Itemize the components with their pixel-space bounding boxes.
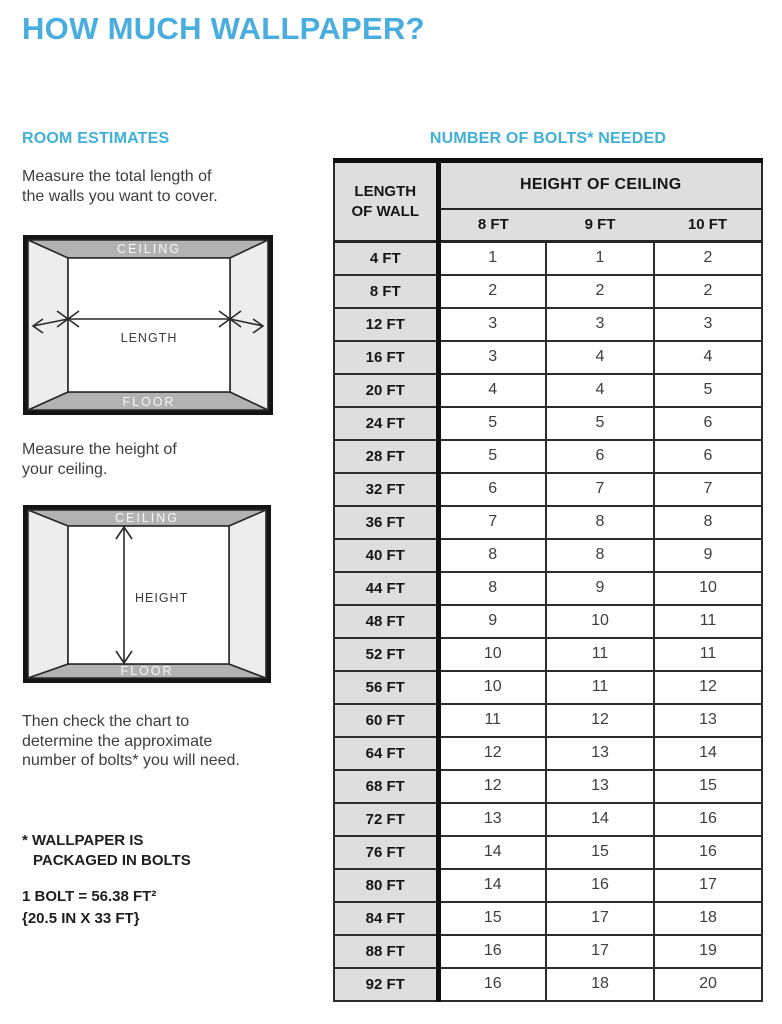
wall-length-header-line1: LENGTH [354, 183, 417, 200]
bolt-count-cell: 10 [438, 638, 546, 671]
bolts-table-head [334, 161, 762, 242]
bolt-count-cell: 2 [438, 275, 546, 308]
step3-line3: number of bolts* you will need. [22, 752, 240, 769]
wall-length-cell: 28 FT [334, 440, 438, 473]
bolts-table [333, 158, 763, 1002]
wall-length-cell: 16 FT [334, 341, 438, 374]
table-row [334, 341, 762, 374]
bolt-count-cell: 9 [546, 572, 654, 605]
bolt-count-cell: 16 [654, 803, 762, 836]
bolt-count-cell: 6 [438, 473, 546, 506]
bolt-count-cell: 11 [654, 605, 762, 638]
footnote-line1: * WALLPAPER IS [22, 832, 144, 849]
bolt-count-cell: 17 [546, 902, 654, 935]
step1-line2: the walls you want to cover. [22, 187, 218, 205]
bolt-count-cell: 15 [654, 770, 762, 803]
bolt-count-cell: 11 [546, 638, 654, 671]
bolt-count-cell: 5 [438, 440, 546, 473]
bolt-count-cell: 7 [438, 506, 546, 539]
bolt-count-cell: 15 [546, 836, 654, 869]
bolt-count-cell: 12 [438, 737, 546, 770]
bolt-count-cell: 10 [438, 671, 546, 704]
bolt-count-cell: 12 [546, 704, 654, 737]
left-wall [28, 510, 68, 678]
bolt-count-cell: 16 [546, 869, 654, 902]
bolt-count-cell: 8 [654, 506, 762, 539]
wall-length-cell: 84 FT [334, 902, 438, 935]
bolt-count-cell: 10 [654, 572, 762, 605]
length-label: LENGTH [120, 331, 178, 345]
floor-label: FLOOR [122, 395, 176, 409]
bolt-count-cell: 17 [546, 935, 654, 968]
table-row [334, 671, 762, 704]
bolt-count-cell: 13 [546, 770, 654, 803]
table-row [334, 902, 762, 935]
bolt-count-cell: 4 [438, 374, 546, 407]
bolt-spec-line2: {20.5 IN X 33 FT} [22, 910, 140, 927]
wall-length-cell: 20 FT [334, 374, 438, 407]
table-row [334, 473, 762, 506]
table-row [334, 737, 762, 770]
table-row [334, 638, 762, 671]
bolt-count-cell: 3 [438, 341, 546, 374]
table-row [334, 968, 762, 1001]
table-row [334, 242, 762, 275]
ceiling-height-header: HEIGHT OF CEILING [438, 161, 762, 209]
ceiling-10ft-header: 10 FT [654, 209, 762, 242]
bolt-count-cell: 4 [654, 341, 762, 374]
table-row [334, 572, 762, 605]
ceiling-height-diagram [23, 505, 271, 683]
right-wall [229, 510, 266, 678]
bolt-count-cell: 10 [546, 605, 654, 638]
table-row [334, 440, 762, 473]
bolt-count-cell: 12 [438, 770, 546, 803]
table-row [334, 275, 762, 308]
bolt-count-cell: 5 [546, 407, 654, 440]
bolt-count-cell: 2 [546, 275, 654, 308]
step3-text [22, 712, 240, 771]
step3-line2: determine the approximate [22, 732, 213, 750]
wall-length-cell: 44 FT [334, 572, 438, 605]
wall-length-cell: 48 FT [334, 605, 438, 638]
bolt-count-cell: 3 [438, 308, 546, 341]
ceiling-label: CEILING [116, 242, 182, 256]
bolt-count-cell: 9 [654, 539, 762, 572]
page-title: HOW MUCH WALLPAPER? [22, 11, 425, 46]
bolt-count-cell: 4 [546, 374, 654, 407]
bolt-count-cell: 3 [546, 308, 654, 341]
bolt-count-cell: 13 [546, 737, 654, 770]
wall-length-cell: 68 FT [334, 770, 438, 803]
table-row [334, 770, 762, 803]
bolt-count-cell: 1 [546, 242, 654, 275]
bolt-count-cell: 18 [546, 968, 654, 1001]
bolt-count-cell: 7 [546, 473, 654, 506]
wall-length-cell: 56 FT [334, 671, 438, 704]
bolt-count-cell: 16 [654, 836, 762, 869]
bolt-count-cell: 20 [654, 968, 762, 1001]
bolt-count-cell: 15 [438, 902, 546, 935]
bolt-count-cell: 11 [438, 704, 546, 737]
bolt-count-cell: 8 [438, 539, 546, 572]
table-row [334, 407, 762, 440]
bolt-count-cell: 6 [654, 440, 762, 473]
bolt-count-cell: 4 [546, 341, 654, 374]
step1-text [22, 167, 218, 206]
table-row [334, 803, 762, 836]
table-header-row-1 [334, 161, 762, 209]
wall-length-cell: 24 FT [334, 407, 438, 440]
bolt-count-cell: 8 [438, 572, 546, 605]
bolt-count-cell: 16 [438, 935, 546, 968]
wall-length-cell: 88 FT [334, 935, 438, 968]
step1-line1: Measure the total length of [22, 168, 212, 185]
wall-length-cell: 76 FT [334, 836, 438, 869]
table-row [334, 374, 762, 407]
bolt-count-cell: 6 [546, 440, 654, 473]
table-row [334, 308, 762, 341]
bolt-count-cell: 14 [546, 803, 654, 836]
bolt-count-cell: 5 [438, 407, 546, 440]
bolt-count-cell: 3 [654, 308, 762, 341]
bolt-count-cell: 6 [654, 407, 762, 440]
bolts-footnote [22, 831, 191, 871]
step2-line1: Measure the height of [22, 441, 177, 458]
bolt-count-cell: 19 [654, 935, 762, 968]
wall-length-cell: 92 FT [334, 968, 438, 1001]
bolt-count-cell: 18 [654, 902, 762, 935]
back-wall [68, 258, 230, 392]
ceiling-8ft-header: 8 FT [438, 209, 546, 242]
wall-length-cell: 12 FT [334, 308, 438, 341]
table-row [334, 506, 762, 539]
bolt-count-cell: 14 [438, 836, 546, 869]
wall-length-cell: 40 FT [334, 539, 438, 572]
bolt-count-cell: 1 [438, 242, 546, 275]
wall-length-cell: 4 FT [334, 242, 438, 275]
bolt-count-cell: 2 [654, 275, 762, 308]
table-row [334, 935, 762, 968]
bolt-count-cell: 5 [654, 374, 762, 407]
table-row [334, 869, 762, 902]
footnote-line2: PACKAGED IN BOLTS [33, 852, 191, 869]
wall-length-header-line2: OF WALL [351, 202, 419, 220]
bolt-count-cell: 16 [438, 968, 546, 1001]
bolt-count-cell: 11 [546, 671, 654, 704]
table-row [334, 704, 762, 737]
bolt-count-cell: 14 [438, 869, 546, 902]
table-row [334, 836, 762, 869]
ceiling-9ft-header: 9 FT [546, 209, 654, 242]
bolt-spec [22, 886, 156, 930]
bolt-count-cell: 9 [438, 605, 546, 638]
bolt-count-cell: 11 [654, 638, 762, 671]
bolt-count-cell: 8 [546, 506, 654, 539]
step3-line1: Then check the chart to [22, 713, 190, 730]
step2-line2: your ceiling. [22, 460, 108, 478]
wall-length-cell: 80 FT [334, 869, 438, 902]
step2-text [22, 440, 177, 479]
bolt-count-cell: 8 [546, 539, 654, 572]
height-label: HEIGHT [135, 591, 189, 605]
wall-length-cell: 36 FT [334, 506, 438, 539]
ceiling-label: CEILING [114, 511, 180, 525]
floor-label: FLOOR [120, 664, 174, 678]
table-row [334, 539, 762, 572]
bolt-spec-line1: 1 BOLT = 56.38 FT² [22, 888, 157, 905]
bolt-count-cell: 17 [654, 869, 762, 902]
room-estimates-heading: ROOM ESTIMATES [22, 130, 170, 147]
bolts-needed-heading: NUMBER OF BOLTS* NEEDED [429, 130, 667, 147]
wall-length-cell: 64 FT [334, 737, 438, 770]
wall-length-cell: 8 FT [334, 275, 438, 308]
wall-length-cell: 60 FT [334, 704, 438, 737]
bolt-count-cell: 13 [438, 803, 546, 836]
table-row [334, 605, 762, 638]
bolt-count-cell: 7 [654, 473, 762, 506]
wall-length-header [334, 161, 438, 242]
bolt-count-cell: 12 [654, 671, 762, 704]
wall-length-cell: 32 FT [334, 473, 438, 506]
bolts-table-body [334, 242, 762, 1001]
wall-length-cell: 72 FT [334, 803, 438, 836]
bolt-count-cell: 2 [654, 242, 762, 275]
wall-length-cell: 52 FT [334, 638, 438, 671]
bolt-count-cell: 14 [654, 737, 762, 770]
room-length-diagram [23, 235, 273, 415]
bolt-count-cell: 13 [654, 704, 762, 737]
